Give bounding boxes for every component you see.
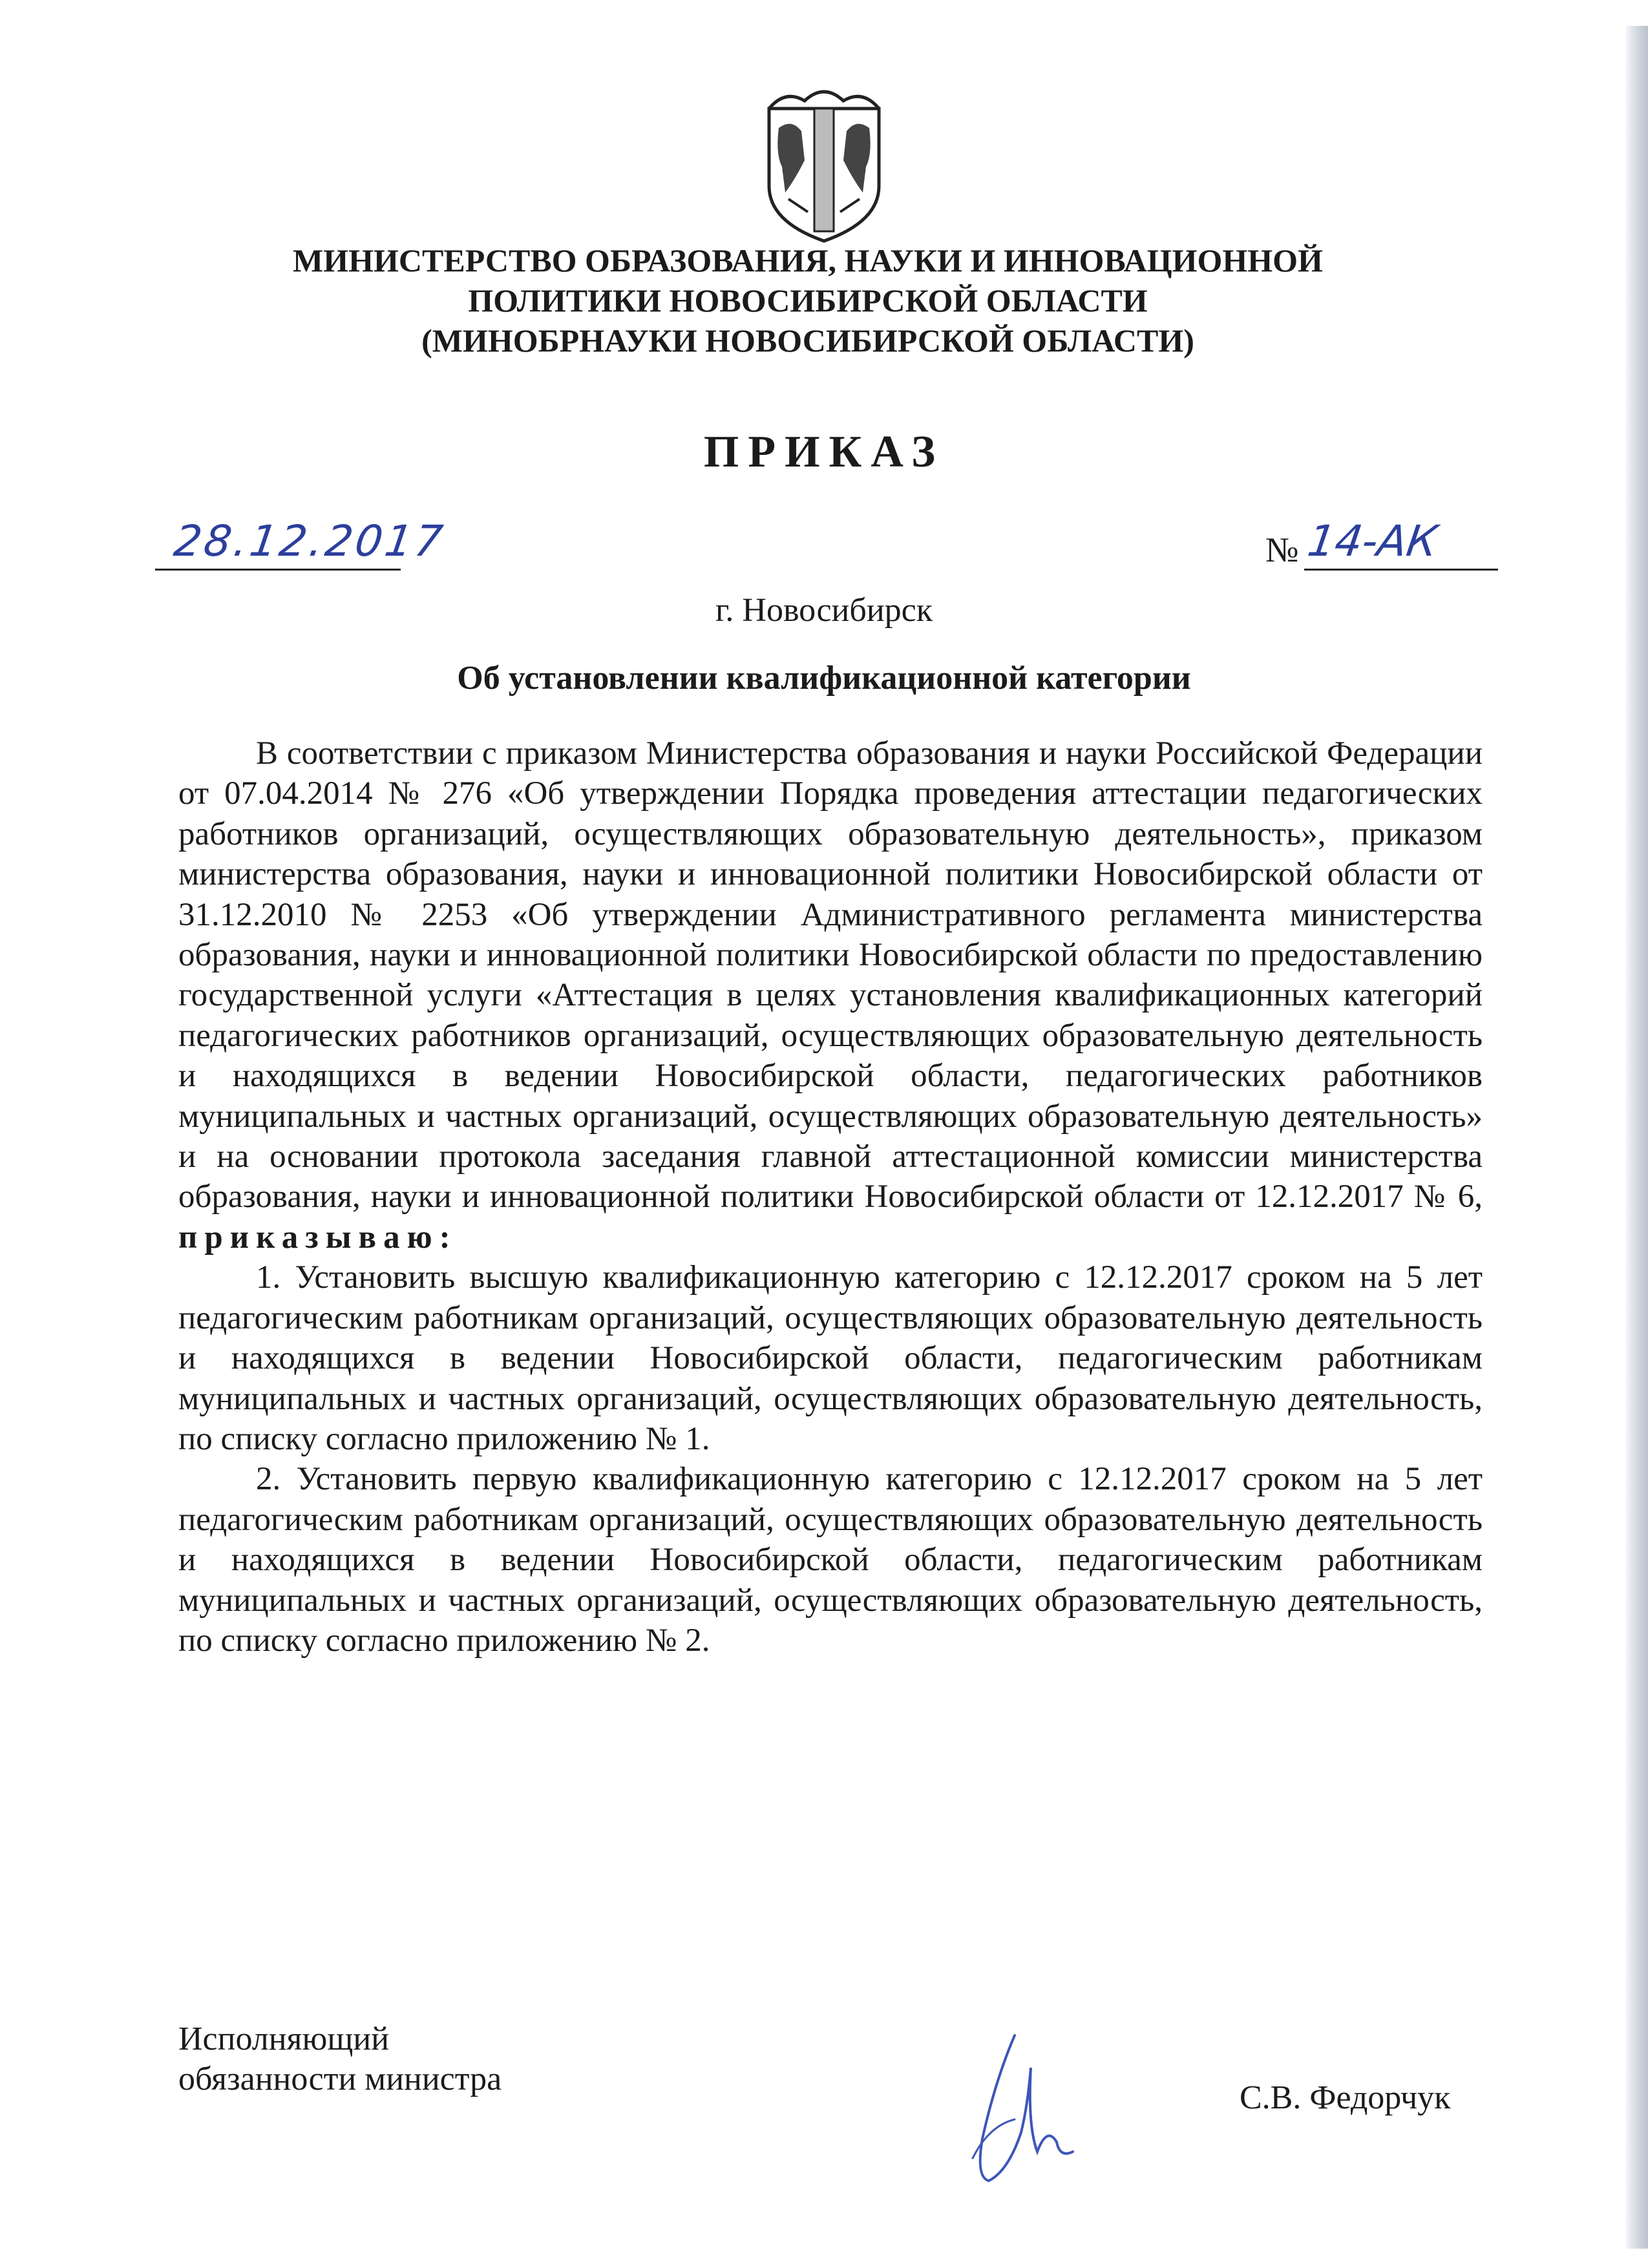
order-item-1: 1. Установить высшую квалификационную категорию с 12.12.2017 сроком на 5 лет педагогическим работникам организаций, осуществляющих образовательную деятельность и находящихся в ведении Новосибирской области, педагогическим работникам муниципальных и частных организаций, осуществляющих образовательную деятельность, по списку согласно приложению № 1. bbox=[178, 1259, 1483, 1457]
ministry-line-1: МИНИСТЕРСТВО ОБРАЗОВАНИЯ, НАУКИ И ИННОВАЦИОННОЙ bbox=[293, 242, 1323, 278]
ministry-line-2: ПОЛИТИКИ НОВОСИБИРСКОЙ ОБЛАСТИ bbox=[468, 282, 1148, 319]
order-body bbox=[178, 733, 1483, 1661]
signatory-name: С.В. Федорчук bbox=[1240, 2079, 1451, 2116]
ministry-name bbox=[129, 240, 1486, 361]
signatory-title-line-1: Исполняющий bbox=[178, 2021, 390, 2057]
scan-edge bbox=[1626, 26, 1648, 2249]
coat-of-arms-icon bbox=[756, 83, 892, 244]
city: г. Новосибирск bbox=[715, 592, 933, 629]
order-subject: Об установлении квалификационной категории bbox=[457, 660, 1191, 697]
document-title: ПРИКАЗ bbox=[703, 427, 945, 477]
preamble-text: В соответствии с приказом Министерства образования и науки Российской Федерации от 07.04.2014 № 276 «Об утверждении Порядка проведения аттестации педагогических работников организаций, осуществляющих образовательную деятельность», приказом министерства образования, науки и инновационной политики Новосибирской области от 31.12.2010 № 2253 «Об утверждении Административного регламента министерства образования, науки и инновационной политики Новосибирской области по предоставлению государственной услуги «Аттестация в целях установления квалификационных категорий педагогических работников организаций, осуществляющих образовательную деятельность и находящихся в ведении Новосибирской области, педагогических работников муниципальных и частных организаций, осуществляющих образовательную деятельность» и на основании протокола заседания главной аттестационной комиссии министерства образования, науки и инновационной политики Новосибирской области от 12.12.2017 № 6, bbox=[178, 735, 1483, 1215]
signatory-title bbox=[178, 2019, 502, 2099]
handwritten-signature-icon bbox=[918, 2029, 1112, 2210]
order-date-handwritten: 28.12.2017 bbox=[171, 516, 449, 566]
order-number-label: № bbox=[1265, 530, 1299, 569]
order-number-handwritten: 14-АК bbox=[1304, 516, 1441, 566]
order-date-field bbox=[155, 509, 449, 571]
order-item-2: 2. Установить первую квалификационную категорию с 12.12.2017 сроком на 5 лет педагогическим работникам организаций, осуществляющих образовательную деятельность и находящихся в ведении Новосибирской области, педагогическим работникам муниципальных и частных организаций, осуществляющих образовательную деятельность, по списку согласно приложению № 2. bbox=[178, 1461, 1483, 1659]
order-number-field bbox=[1304, 509, 1498, 571]
signatory-title-line-2: обязанности министра bbox=[178, 2061, 502, 2097]
preamble-paragraph bbox=[178, 733, 1483, 1257]
order-word: приказываю: bbox=[178, 1219, 458, 1255]
ministry-line-3: (МИНОБРНАУКИ НОВОСИБИРСКОЙ ОБЛАСТИ) bbox=[421, 322, 1194, 359]
